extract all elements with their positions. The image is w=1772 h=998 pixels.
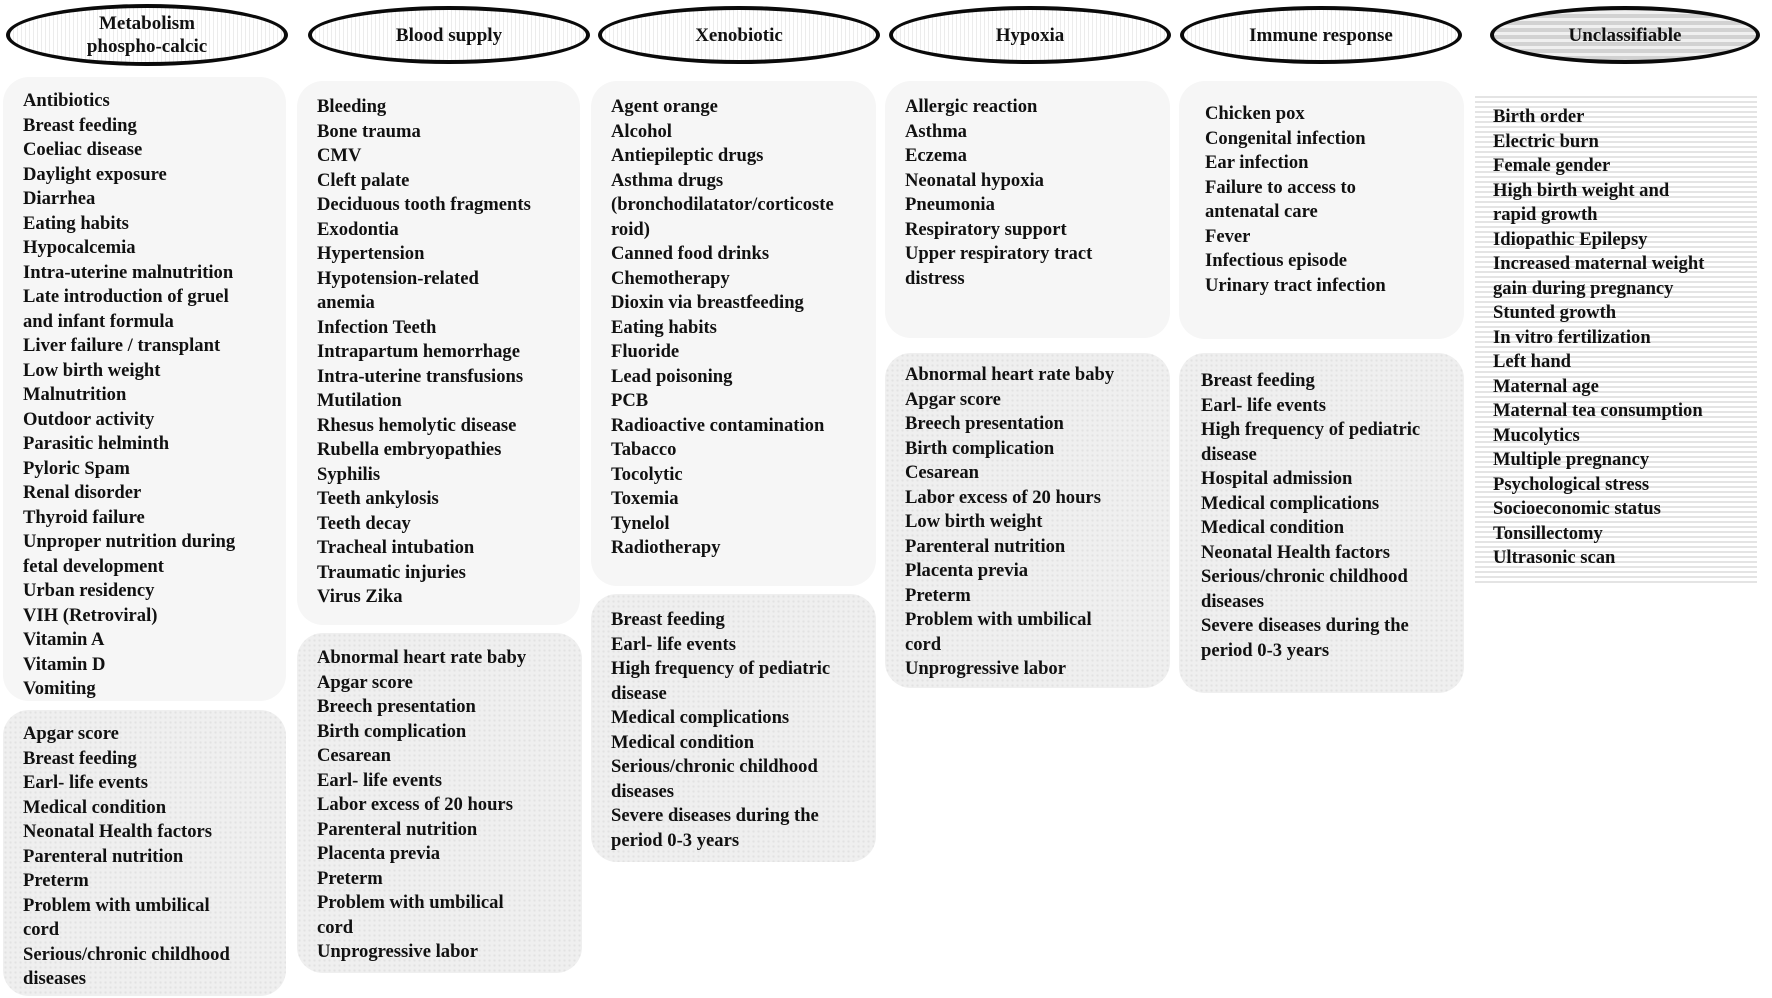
- factor-item: Parenteral nutrition: [23, 845, 184, 867]
- header-label-line: phospho-calcic: [86, 36, 208, 57]
- factor-list: [611, 95, 858, 561]
- factor-item: Cesarean: [905, 462, 980, 483]
- factor-item: Vomiting: [23, 678, 96, 699]
- factor-item: Breech presentation: [317, 696, 476, 717]
- factor-item: Late introduction of gruel: [23, 286, 229, 307]
- factor-item: gain during pregnancy: [1493, 277, 1674, 299]
- factor-item: Medical complications: [611, 707, 790, 728]
- factor-item: Rhesus hemolytic disease: [317, 414, 517, 436]
- factor-item: Liver failure / transplant: [23, 335, 221, 356]
- factor-item: Fluoride: [611, 341, 680, 362]
- factor-item: Birth order: [1493, 106, 1585, 127]
- factor-list: [23, 89, 268, 702]
- factor-item: Upper respiratory tract: [905, 243, 1093, 264]
- header-label: Xenobiotic: [695, 24, 783, 46]
- factor-item: Intrapartum hemorrhage: [317, 341, 520, 362]
- factor-item: Antibiotics: [23, 90, 110, 111]
- factor-item: Multiple pregnancy: [1493, 449, 1650, 470]
- factor-item: Low birth weight: [23, 359, 161, 381]
- factor-item: Respiratory support: [905, 218, 1067, 240]
- header-immune-response: [1180, 6, 1462, 64]
- factor-item: Parenteral nutrition: [317, 818, 478, 840]
- factor-item: (bronchodilatator/corticoste: [611, 194, 834, 215]
- factor-item: Radiotherapy: [611, 537, 721, 558]
- factor-item: Breast feeding: [611, 609, 725, 630]
- factor-item: Pneumonia: [905, 194, 995, 215]
- factor-list: [23, 722, 268, 992]
- factor-item: Apgar score: [317, 671, 413, 693]
- factor-item: fetal development: [23, 555, 164, 577]
- shared-factors-box-metabolism: [3, 710, 286, 996]
- factor-item: Eating habits: [611, 316, 717, 338]
- header-metabolism-phospho-calcic: [6, 4, 288, 66]
- factor-item: Dioxin via breastfeeding: [611, 292, 804, 313]
- factor-item: Medical complications: [1201, 492, 1380, 514]
- factor-item: Hypotension-related: [317, 267, 479, 289]
- factor-item: period 0-3 years: [611, 829, 740, 851]
- factor-item: Antiepileptic drugs: [611, 145, 764, 166]
- factor-item: Malnutrition: [23, 384, 127, 405]
- factor-item: In vitro fertilization: [1493, 326, 1651, 348]
- factor-item: Unprogressive labor: [317, 941, 478, 962]
- header-label: Unclassifiable: [1568, 24, 1682, 46]
- factor-item: Chemotherapy: [611, 267, 730, 289]
- shared-factors-box-blood-supply: [297, 633, 582, 973]
- header-unclassifiable: [1490, 6, 1760, 64]
- header-label: Blood supply: [395, 24, 503, 46]
- factor-item: Eating habits: [23, 212, 129, 234]
- factor-item: Intra-uterine malnutrition: [23, 261, 234, 283]
- factor-item: Breast feeding: [1201, 370, 1315, 391]
- factor-item: Apgar score: [905, 388, 1001, 410]
- factor-item: antenatal care: [1205, 201, 1318, 222]
- factor-item: Tabacco: [611, 439, 677, 460]
- factor-item: Hospital admission: [1201, 468, 1353, 489]
- factor-item: Hypocalcemia: [23, 237, 136, 258]
- factor-list: [1493, 105, 1739, 571]
- factor-item: High frequency of pediatric: [1201, 419, 1421, 440]
- factor-item: Virus Zika: [317, 586, 403, 607]
- factor-item: Problem with umbilical: [23, 894, 210, 916]
- factor-item: Breast feeding: [23, 747, 137, 769]
- factor-item: Serious/chronic childhood: [1201, 566, 1408, 587]
- factor-item: Renal disorder: [23, 482, 142, 503]
- factor-item: VIH (Retroviral): [23, 604, 158, 626]
- factor-item: Serious/chronic childhood: [23, 943, 230, 965]
- factor-item: Bleeding: [317, 96, 387, 117]
- factor-item: anemia: [317, 292, 375, 313]
- factor-item: and infant formula: [23, 310, 174, 332]
- factor-item: Infectious episode: [1205, 250, 1348, 271]
- factor-item: Ultrasonic scan: [1493, 547, 1616, 568]
- factor-item: Teeth ankylosis: [317, 488, 439, 509]
- factor-item: Neonatal hypoxia: [905, 169, 1044, 191]
- factor-item: roid): [611, 218, 650, 240]
- factor-item: distress: [905, 267, 965, 289]
- header-blood-supply: [308, 6, 590, 64]
- factor-item: Earl- life events: [317, 769, 442, 791]
- factor-item: Maternal age: [1493, 375, 1599, 397]
- factor-item: Asthma: [905, 120, 967, 142]
- factor-item: Breast feeding: [23, 114, 137, 136]
- factor-item: Urinary tract infection: [1205, 274, 1386, 296]
- factor-item: Exodontia: [317, 218, 399, 240]
- factor-item: Abnormal heart rate baby: [317, 647, 527, 668]
- factor-list: [1201, 369, 1446, 663]
- factor-item: Female gender: [1493, 155, 1611, 176]
- factor-item: Preterm: [23, 870, 89, 891]
- factor-item: Canned food drinks: [611, 243, 770, 264]
- factor-item: cord: [23, 919, 60, 940]
- factor-item: Parenteral nutrition: [905, 535, 1066, 557]
- factor-item: Congenital infection: [1205, 127, 1366, 149]
- factor-item: Asthma drugs: [611, 169, 724, 191]
- factor-list: [317, 95, 562, 610]
- factor-item: Parasitic helminth: [23, 433, 170, 454]
- factor-item: Traumatic injuries: [317, 561, 466, 583]
- factor-item: Maternal tea consumption: [1493, 400, 1703, 421]
- factor-item: Thyroid failure: [23, 506, 145, 528]
- shared-factors-box-hypoxia: [885, 353, 1170, 688]
- factor-item: Neonatal Health factors: [23, 821, 212, 842]
- factor-item: Mutilation: [317, 390, 402, 411]
- factor-item: Apgar score: [23, 723, 119, 744]
- factor-item: Labor excess of 20 hours: [905, 486, 1101, 508]
- factor-item: Radioactive contamination: [611, 414, 825, 436]
- factor-item: Earl- life events: [1201, 394, 1326, 416]
- factor-item: Deciduous tooth fragments: [317, 194, 531, 215]
- factor-item: Socioeconomic status: [1493, 498, 1661, 519]
- factor-item: Chicken pox: [1205, 103, 1305, 124]
- factor-item: Failure to access to: [1205, 176, 1356, 198]
- factor-item: Intra-uterine transfusions: [317, 365, 524, 387]
- factor-item: diseases: [1201, 590, 1265, 612]
- factor-item: Outdoor activity: [23, 408, 155, 430]
- factor-item: Cesarean: [317, 745, 392, 766]
- factor-item: Urban residency: [23, 580, 155, 601]
- factor-item: Agent orange: [611, 96, 718, 117]
- header-hypoxia: [889, 6, 1171, 64]
- factor-item: Preterm: [905, 584, 971, 606]
- factor-item: Tocolytic: [611, 463, 683, 485]
- factor-list: [905, 363, 1152, 682]
- factor-item: Vitamin D: [23, 653, 106, 675]
- factor-item: Medical condition: [23, 796, 167, 818]
- factor-item: High frequency of pediatric: [611, 658, 831, 679]
- factor-item: diseases: [611, 780, 675, 802]
- factor-item: Pyloric Spam: [23, 457, 130, 479]
- factor-item: Teeth decay: [317, 512, 411, 534]
- factor-item: Neonatal Health factors: [1201, 541, 1390, 563]
- factor-item: Placenta previa: [317, 843, 441, 864]
- shared-factors-box-immune-response: [1179, 353, 1464, 693]
- factor-item: Labor excess of 20 hours: [317, 794, 513, 815]
- factor-item: Mucolytics: [1493, 424, 1580, 446]
- factor-item: disease: [611, 682, 667, 704]
- factor-item: Low birth weight: [905, 511, 1043, 532]
- factor-item: Tracheal intubation: [317, 537, 475, 558]
- factor-item: diseases: [23, 968, 87, 989]
- factor-item: Idiopathic Epilepsy: [1493, 228, 1648, 250]
- factor-item: Daylight exposure: [23, 163, 167, 185]
- factor-item: Medical condition: [1201, 517, 1345, 538]
- factor-item: cord: [905, 633, 942, 655]
- factor-item: Rubella embryopathies: [317, 439, 502, 460]
- factor-item: Problem with umbilical: [317, 892, 504, 913]
- factor-item: Hypertension: [317, 243, 425, 264]
- factor-list: [1205, 102, 1446, 298]
- factor-item: Allergic reaction: [905, 96, 1038, 117]
- factor-item: Left hand: [1493, 351, 1572, 372]
- header-xenobiotic: [598, 6, 880, 64]
- specific-factors-box-metabolism: [3, 77, 286, 701]
- factor-item: Lead poisoning: [611, 365, 733, 387]
- factor-item: Birth complication: [905, 437, 1055, 459]
- specific-factors-box-immune-response: [1179, 81, 1464, 339]
- factor-item: High birth weight and: [1493, 179, 1670, 201]
- factor-item: Tonsillectomy: [1493, 522, 1603, 544]
- factor-item: Problem with umbilical: [905, 609, 1092, 630]
- factor-item: Tynelol: [611, 512, 670, 534]
- header-label-line: Metabolism: [98, 13, 196, 34]
- factor-item: period 0-3 years: [1201, 639, 1330, 661]
- factor-item: Ear infection: [1205, 152, 1309, 173]
- factor-item: Abnormal heart rate baby: [905, 364, 1115, 385]
- factor-item: Coeliac disease: [23, 139, 143, 160]
- factor-item: Stunted growth: [1493, 302, 1617, 323]
- factor-item: Vitamin A: [23, 629, 105, 650]
- specific-factors-box-blood-supply: [297, 81, 580, 625]
- factor-item: Breech presentation: [905, 413, 1064, 434]
- factor-item: Bone trauma: [317, 120, 421, 142]
- factor-item: Unproper nutrition during: [23, 531, 236, 552]
- factor-item: Syphilis: [317, 463, 381, 485]
- specific-factors-box-xenobiotic: [591, 81, 876, 586]
- factor-item: Infection Teeth: [317, 316, 437, 338]
- factor-item: Serious/chronic childhood: [611, 756, 818, 777]
- factor-item: Fever: [1205, 225, 1251, 247]
- factor-item: Medical condition: [611, 731, 755, 753]
- factor-list: [611, 608, 858, 853]
- factors-box-unclassifiable: [1475, 93, 1757, 586]
- factor-item: PCB: [611, 390, 649, 411]
- factor-list: [317, 646, 564, 965]
- specific-factors-box-hypoxia: [885, 81, 1170, 338]
- factor-item: Toxemia: [611, 488, 679, 509]
- factor-item: Electric burn: [1493, 130, 1599, 152]
- factor-item: rapid growth: [1493, 204, 1598, 225]
- factor-item: Increased maternal weight: [1493, 253, 1705, 274]
- factor-item: Alcohol: [611, 120, 672, 142]
- factor-item: Severe diseases during the: [611, 805, 819, 826]
- factor-item: Eczema: [905, 145, 967, 166]
- factor-item: cord: [317, 916, 354, 938]
- factor-item: Placenta previa: [905, 560, 1029, 581]
- factor-item: Earl- life events: [23, 772, 148, 793]
- factor-item: Cleft palate: [317, 169, 410, 191]
- factor-item: Diarrhea: [23, 188, 96, 209]
- factor-item: Preterm: [317, 867, 383, 889]
- factor-item: Earl- life events: [611, 633, 736, 655]
- header-label: Immune response: [1249, 24, 1393, 46]
- factor-item: Psychological stress: [1493, 473, 1650, 495]
- factor-list: [905, 95, 1152, 291]
- factor-item: disease: [1201, 443, 1257, 465]
- factor-item: Severe diseases during the: [1201, 615, 1409, 636]
- factor-item: CMV: [317, 145, 362, 166]
- header-label: Hypoxia: [995, 24, 1065, 46]
- shared-factors-box-xenobiotic: [591, 594, 876, 862]
- factor-item: Birth complication: [317, 720, 467, 742]
- factor-item: Unprogressive labor: [905, 658, 1066, 679]
